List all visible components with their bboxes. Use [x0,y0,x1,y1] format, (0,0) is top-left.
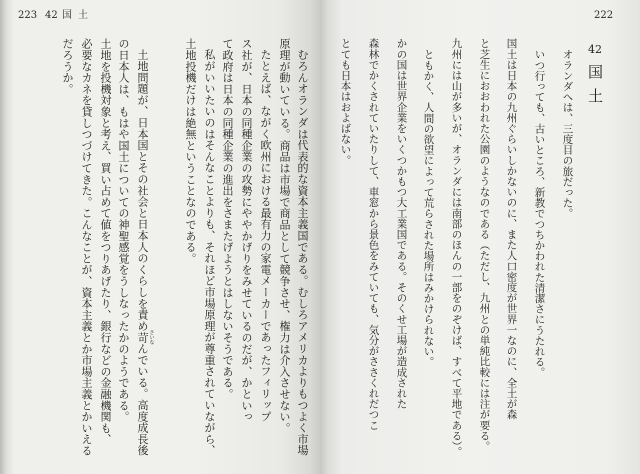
text-column: だろうか。 [61,38,74,95]
text-column: 国土は日本の九州ぐらいしかないのに、また人口密度が世界一なのに、全土が森 [505,38,518,420]
text-column: と芝生におおわれた公園のようなのである（ただし、九州との単純比較には注が要る。 [478,38,491,452]
text-column: たとえば、ながく欧州における最有力の家電メーカーであったフィリップ [259,49,272,422]
chapter-number: 42 [588,43,602,56]
text-column: いつ行っても、古いところ、新教でつちかわれた清潔さにうたれる。 [533,49,546,378]
ruby-word [136,329,155,345]
text-column: オランダへは、三度目の旅だった。 [561,49,574,219]
text-column: かの国は世界企業をいくつかもつ大工業国である。そのくせ工場が造成された [395,38,408,409]
running-head-number: 42 [45,10,58,21]
text-column: て政府は日本の同種企業の進出をさまたげようとはしないそうである。 [221,38,234,400]
text-column: の日本人は、もはや国土についての神聖感覚をうしなったかのようである。 [117,38,130,423]
page-number: 222 [594,10,614,21]
text-column: むろんオランダは代表的な資本主義国である。むしろアメリカよりもつよく市場 [296,49,309,456]
text-column: 九州には山が多いが、オランダには南部のほんの一部をのぞけば、すべて平地である）。 [450,38,463,457]
text-column: 原理が動いている。商品は市場で商品として競争させ、権力は介入させない。 [278,38,291,434]
text-column [137,49,155,456]
text-column: 私がいいたいのはそんなことよりも、それほど市場原理が尊重されていながら、 [203,49,216,456]
text-column: ともかく、人間の欲望によって荒らされた場所はみかけられない。 [422,49,435,367]
ruby-base: 苛 [136,329,149,345]
ruby-reading: さいな [148,329,155,345]
page-number: 223 [18,10,38,21]
text-column: 必要なカネを貸しつづけてきた。こんなことが、資本主義とか市場主義とかいえる [80,38,93,457]
text-column: 土地投機だけは絶無ということなのである。 [184,38,197,264]
text-column: とても日本はおよばない。 [339,38,352,166]
text-column: ス社が、日本の同種企業の攻勢にややかげりをみせているのだが、かといっ [240,38,253,423]
chapter-title: 国土 [586,64,604,112]
text-segment: んでいる。高度成長後 [136,342,149,456]
text-segment: 土地問題が、日本国とその社会と日本人のくらしを責め [136,49,149,332]
running-head-title: 国土 [62,10,94,21]
text-column: 土地を投機対象と考え、買い占めて値をつりあげたり、銀行などの金融機関も、 [99,38,112,445]
text-column: 森林でかくされていたりして、車窓から景色をみていても、気分がささくれだつこ [367,38,380,431]
